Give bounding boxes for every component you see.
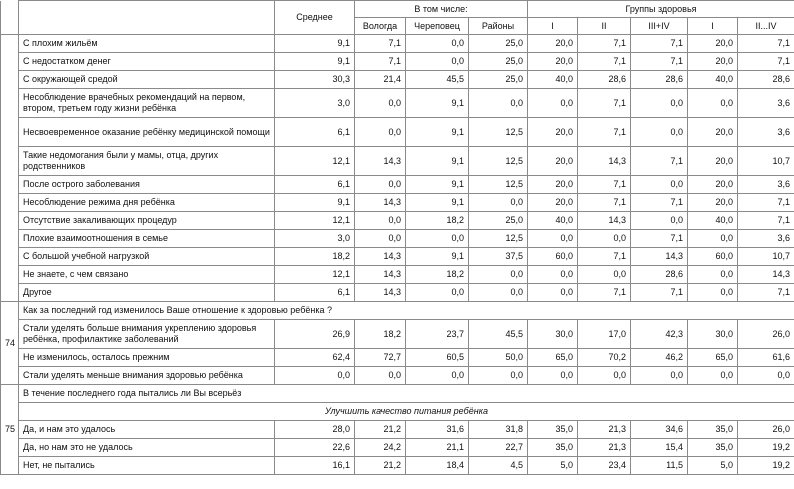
value-cell: 45,5 xyxy=(406,71,469,89)
value-cell: 12,5 xyxy=(469,176,528,194)
value-cell: 35,0 xyxy=(688,439,738,457)
value-cell: 9,1 xyxy=(406,248,469,266)
table-row xyxy=(1,176,794,194)
value-cell: 7,1 xyxy=(578,248,631,266)
question-row xyxy=(1,385,794,403)
value-cell: 12,1 xyxy=(275,266,355,284)
value-cell: 22,6 xyxy=(275,439,355,457)
table-row xyxy=(1,367,794,385)
value-cell: 65,0 xyxy=(528,349,578,367)
value-cell: 12,1 xyxy=(275,212,355,230)
value-cell: 7,1 xyxy=(631,35,688,53)
value-cell: 0,0 xyxy=(406,53,469,71)
value-cell: 0,0 xyxy=(528,230,578,248)
value-cell: 18,2 xyxy=(355,320,406,349)
row-label: Отсутствие закаливающих процедур xyxy=(19,212,275,230)
value-cell: 0,0 xyxy=(528,89,578,118)
table-row xyxy=(1,284,794,302)
value-cell: 35,0 xyxy=(688,421,738,439)
value-cell: 14,3 xyxy=(355,248,406,266)
value-cell: 28,6 xyxy=(578,71,631,89)
value-cell: 0,0 xyxy=(688,367,738,385)
table-row xyxy=(1,248,794,266)
value-cell: 30,3 xyxy=(275,71,355,89)
value-cell: 0,0 xyxy=(578,367,631,385)
value-cell: 0,0 xyxy=(631,367,688,385)
table-row xyxy=(1,212,794,230)
row-label: С плохим жильём xyxy=(19,35,275,53)
row-label: Да, но нам это не удалось xyxy=(19,439,275,457)
value-cell: 24,2 xyxy=(355,439,406,457)
value-cell: 20,0 xyxy=(528,147,578,176)
table-row xyxy=(1,230,794,248)
row-label: Несоблюдение врачебных рекомендаций на первом, втором, третьем году жизни ребёнка xyxy=(19,89,275,118)
value-cell: 25,0 xyxy=(469,212,528,230)
row-label: После острого заболевания xyxy=(19,176,275,194)
value-cell: 40,0 xyxy=(528,212,578,230)
row-label: Несвоевременное оказание ребёнку медицинской помощи xyxy=(19,118,275,147)
table-row xyxy=(1,35,794,53)
value-cell: 7,1 xyxy=(738,284,794,302)
subheading: Улучшить качество питания ребёнка xyxy=(19,403,794,421)
value-cell: 0,0 xyxy=(355,118,406,147)
value-cell: 7,1 xyxy=(631,147,688,176)
value-cell: 70,2 xyxy=(578,349,631,367)
header-health-groups: Группы здоровья xyxy=(528,1,794,18)
value-cell: 40,0 xyxy=(688,212,738,230)
value-cell: 9,1 xyxy=(406,176,469,194)
value-cell: 26,9 xyxy=(275,320,355,349)
value-cell: 0,0 xyxy=(406,35,469,53)
value-cell: 5,0 xyxy=(688,457,738,475)
value-cell: 37,5 xyxy=(469,248,528,266)
value-cell: 14,3 xyxy=(738,266,794,284)
row-label: С окружающей средой xyxy=(19,71,275,89)
value-cell: 3,6 xyxy=(738,89,794,118)
value-cell: 23,7 xyxy=(406,320,469,349)
header-cherepovets: Череповец xyxy=(406,18,469,35)
header-vologda: Вологда xyxy=(355,18,406,35)
value-cell: 20,0 xyxy=(528,118,578,147)
value-cell: 7,1 xyxy=(738,212,794,230)
value-cell: 7,1 xyxy=(738,53,794,71)
question-row xyxy=(1,302,794,320)
row-label: Несоблюдение режима дня ребёнка xyxy=(19,194,275,212)
value-cell: 0,0 xyxy=(355,176,406,194)
value-cell: 0,0 xyxy=(469,367,528,385)
value-cell: 18,4 xyxy=(406,457,469,475)
value-cell: 7,1 xyxy=(631,53,688,71)
table-body xyxy=(1,35,794,475)
value-cell: 0,0 xyxy=(631,176,688,194)
value-cell: 20,0 xyxy=(688,147,738,176)
header-group-1b: I xyxy=(688,18,738,35)
header-group-3-4: III+IV xyxy=(631,18,688,35)
row-label: Да, и нам это удалось xyxy=(19,421,275,439)
value-cell: 7,1 xyxy=(631,230,688,248)
value-cell: 20,0 xyxy=(688,53,738,71)
value-cell: 5,0 xyxy=(528,457,578,475)
value-cell: 18,2 xyxy=(406,266,469,284)
value-cell: 21,3 xyxy=(578,421,631,439)
value-cell: 0,0 xyxy=(406,367,469,385)
value-cell: 9,1 xyxy=(275,194,355,212)
value-cell: 4,5 xyxy=(469,457,528,475)
value-cell: 0,0 xyxy=(688,284,738,302)
value-cell: 72,7 xyxy=(355,349,406,367)
value-cell: 20,0 xyxy=(528,53,578,71)
value-cell: 14,3 xyxy=(631,248,688,266)
value-cell: 3,6 xyxy=(738,176,794,194)
value-cell: 0,0 xyxy=(528,284,578,302)
value-cell: 25,0 xyxy=(469,35,528,53)
value-cell: 20,0 xyxy=(528,35,578,53)
value-cell: 11,5 xyxy=(631,457,688,475)
question-number-blank xyxy=(1,35,19,302)
value-cell: 3,0 xyxy=(275,89,355,118)
value-cell: 42,3 xyxy=(631,320,688,349)
question-text: Как за последний год изменилось Ваше отношение к здоровью ребёнка ? xyxy=(19,302,794,320)
value-cell: 14,3 xyxy=(578,212,631,230)
value-cell: 19,2 xyxy=(738,439,794,457)
value-cell: 14,3 xyxy=(355,194,406,212)
value-cell: 30,0 xyxy=(528,320,578,349)
value-cell: 7,1 xyxy=(355,53,406,71)
header-group-1: I xyxy=(528,18,578,35)
table-row xyxy=(1,147,794,176)
value-cell: 60,0 xyxy=(688,248,738,266)
value-cell: 7,1 xyxy=(578,194,631,212)
value-cell: 7,1 xyxy=(738,35,794,53)
value-cell: 20,0 xyxy=(528,176,578,194)
value-cell: 7,1 xyxy=(578,89,631,118)
value-cell: 14,3 xyxy=(355,284,406,302)
row-label: С большой учебной нагрузкой xyxy=(19,248,275,266)
value-cell: 50,0 xyxy=(469,349,528,367)
value-cell: 10,7 xyxy=(738,147,794,176)
header-group-2-4: II...IV xyxy=(738,18,794,35)
value-cell: 26,0 xyxy=(738,320,794,349)
value-cell: 7,1 xyxy=(578,53,631,71)
row-label: Не изменилось, осталось прежним xyxy=(19,349,275,367)
question-number: 74 xyxy=(1,302,19,385)
value-cell: 31,6 xyxy=(406,421,469,439)
value-cell: 0,0 xyxy=(578,230,631,248)
value-cell: 3,6 xyxy=(738,118,794,147)
value-cell: 22,7 xyxy=(469,439,528,457)
table-row xyxy=(1,421,794,439)
value-cell: 61,6 xyxy=(738,349,794,367)
table-row xyxy=(1,71,794,89)
value-cell: 35,0 xyxy=(528,421,578,439)
value-cell: 23,4 xyxy=(578,457,631,475)
value-cell: 65,0 xyxy=(688,349,738,367)
value-cell: 14,3 xyxy=(578,147,631,176)
value-cell: 21,2 xyxy=(355,457,406,475)
value-cell: 28,6 xyxy=(631,266,688,284)
value-cell: 45,5 xyxy=(469,320,528,349)
value-cell: 9,1 xyxy=(406,118,469,147)
value-cell: 0,0 xyxy=(275,367,355,385)
value-cell: 0,0 xyxy=(469,284,528,302)
value-cell: 40,0 xyxy=(528,71,578,89)
value-cell: 20,0 xyxy=(528,194,578,212)
value-cell: 7,1 xyxy=(631,194,688,212)
value-cell: 14,3 xyxy=(355,147,406,176)
header-blank-label xyxy=(19,1,275,35)
value-cell: 0,0 xyxy=(469,266,528,284)
table-row xyxy=(1,349,794,367)
value-cell: 35,0 xyxy=(528,439,578,457)
row-label: С недостатком денег xyxy=(19,53,275,71)
header-regions: Районы xyxy=(469,18,528,35)
value-cell: 16,1 xyxy=(275,457,355,475)
subheading-row xyxy=(1,403,794,421)
row-label: Нет, не пытались xyxy=(19,457,275,475)
value-cell: 19,2 xyxy=(738,457,794,475)
value-cell: 7,1 xyxy=(631,284,688,302)
value-cell: 0,0 xyxy=(469,89,528,118)
value-cell: 0,0 xyxy=(688,89,738,118)
value-cell: 0,0 xyxy=(631,89,688,118)
value-cell: 14,3 xyxy=(355,266,406,284)
value-cell: 9,1 xyxy=(406,89,469,118)
value-cell: 0,0 xyxy=(688,266,738,284)
value-cell: 7,1 xyxy=(578,284,631,302)
value-cell: 7,1 xyxy=(578,118,631,147)
value-cell: 12,5 xyxy=(469,118,528,147)
table-row xyxy=(1,266,794,284)
value-cell: 0,0 xyxy=(355,212,406,230)
table-row xyxy=(1,320,794,349)
value-cell: 21,3 xyxy=(578,439,631,457)
value-cell: 20,0 xyxy=(688,118,738,147)
value-cell: 10,7 xyxy=(738,248,794,266)
value-cell: 21,1 xyxy=(406,439,469,457)
value-cell: 0,0 xyxy=(738,367,794,385)
table-header xyxy=(1,1,794,35)
value-cell: 7,1 xyxy=(355,35,406,53)
value-cell: 18,2 xyxy=(406,212,469,230)
value-cell: 34,6 xyxy=(631,421,688,439)
value-cell: 17,0 xyxy=(578,320,631,349)
value-cell: 6,1 xyxy=(275,284,355,302)
value-cell: 28,0 xyxy=(275,421,355,439)
header-including: В том числе: xyxy=(355,1,528,18)
table-row xyxy=(1,89,794,118)
value-cell: 30,0 xyxy=(688,320,738,349)
value-cell: 0,0 xyxy=(406,284,469,302)
value-cell: 0,0 xyxy=(355,230,406,248)
value-cell: 20,0 xyxy=(688,194,738,212)
value-cell: 0,0 xyxy=(355,367,406,385)
value-cell: 26,0 xyxy=(738,421,794,439)
value-cell: 6,1 xyxy=(275,118,355,147)
value-cell: 21,4 xyxy=(355,71,406,89)
header-group-2: II xyxy=(578,18,631,35)
value-cell: 60,5 xyxy=(406,349,469,367)
value-cell: 3,0 xyxy=(275,230,355,248)
value-cell: 62,4 xyxy=(275,349,355,367)
row-label: Другое xyxy=(19,284,275,302)
value-cell: 12,5 xyxy=(469,230,528,248)
question-number: 75 xyxy=(1,385,19,475)
value-cell: 0,0 xyxy=(631,118,688,147)
value-cell: 7,1 xyxy=(578,176,631,194)
value-cell: 6,1 xyxy=(275,176,355,194)
row-label: Такие недомогания были у мамы, отца, других родственников xyxy=(19,147,275,176)
value-cell: 21,2 xyxy=(355,421,406,439)
value-cell: 40,0 xyxy=(688,71,738,89)
value-cell: 9,1 xyxy=(275,53,355,71)
row-label: Плохие взаимоотношения в семье xyxy=(19,230,275,248)
value-cell: 9,1 xyxy=(406,194,469,212)
value-cell: 0,0 xyxy=(355,89,406,118)
row-label: Стали уделять больше внимания укреплению здоровья ребёнка, профилактике заболеваний xyxy=(19,320,275,349)
table-row xyxy=(1,439,794,457)
value-cell: 46,2 xyxy=(631,349,688,367)
table-row xyxy=(1,118,794,147)
table-row xyxy=(1,53,794,71)
value-cell: 0,0 xyxy=(528,266,578,284)
value-cell: 25,0 xyxy=(469,71,528,89)
value-cell: 12,1 xyxy=(275,147,355,176)
question-text: В течение последнего года пытались ли Вы всерьёз xyxy=(19,385,794,403)
table-row xyxy=(1,457,794,475)
value-cell: 3,6 xyxy=(738,230,794,248)
value-cell: 18,2 xyxy=(275,248,355,266)
row-label: Не знаете, с чем связано xyxy=(19,266,275,284)
header-blank-num xyxy=(1,1,19,35)
value-cell: 0,0 xyxy=(469,194,528,212)
value-cell: 20,0 xyxy=(688,35,738,53)
value-cell: 28,6 xyxy=(738,71,794,89)
value-cell: 0,0 xyxy=(578,266,631,284)
value-cell: 0,0 xyxy=(688,230,738,248)
value-cell: 60,0 xyxy=(528,248,578,266)
value-cell: 0,0 xyxy=(631,212,688,230)
value-cell: 28,6 xyxy=(631,71,688,89)
table-row xyxy=(1,194,794,212)
value-cell: 31,8 xyxy=(469,421,528,439)
value-cell: 20,0 xyxy=(688,176,738,194)
value-cell: 7,1 xyxy=(578,35,631,53)
value-cell: 25,0 xyxy=(469,53,528,71)
header-average: Среднее xyxy=(275,1,355,35)
value-cell: 9,1 xyxy=(275,35,355,53)
value-cell: 7,1 xyxy=(738,194,794,212)
row-label: Стали уделять меньше внимания здоровью ребёнка xyxy=(19,367,275,385)
value-cell: 12,5 xyxy=(469,147,528,176)
value-cell: 15,4 xyxy=(631,439,688,457)
value-cell: 0,0 xyxy=(528,367,578,385)
value-cell: 9,1 xyxy=(406,147,469,176)
value-cell: 0,0 xyxy=(406,230,469,248)
